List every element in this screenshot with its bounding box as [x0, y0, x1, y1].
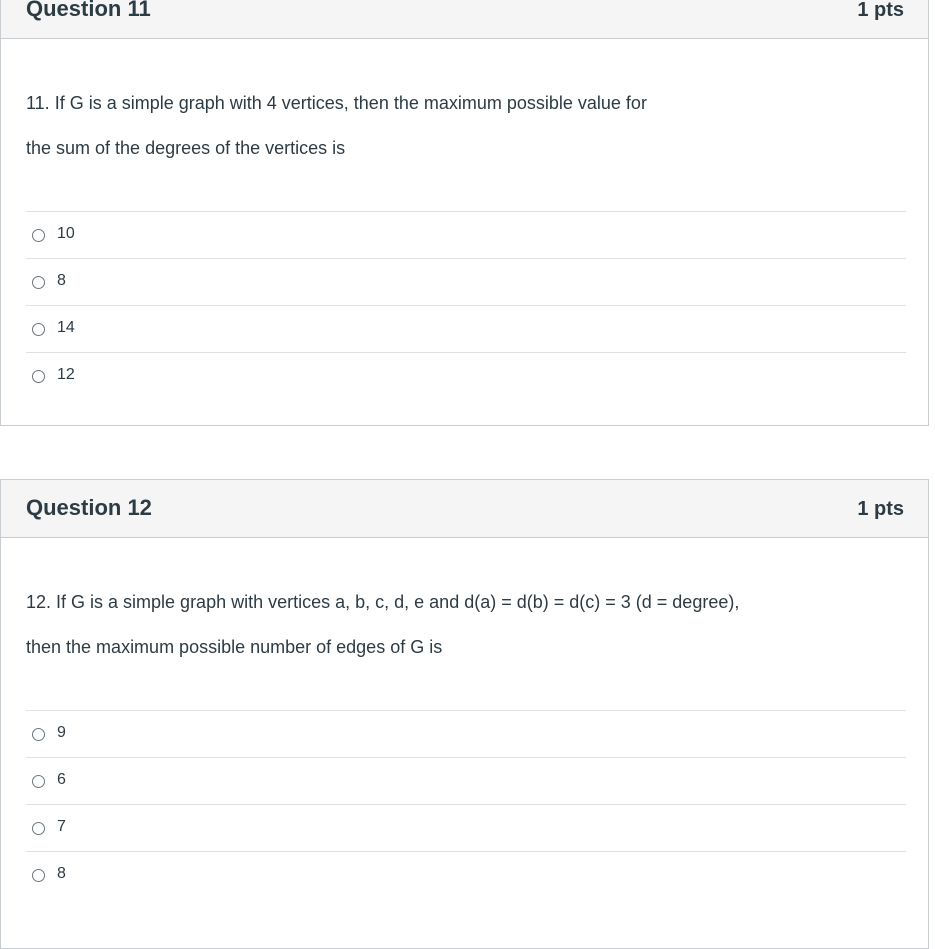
answer-option[interactable]: [26, 804, 906, 851]
radio-button[interactable]: [32, 370, 45, 383]
answer-list: [26, 710, 906, 898]
question-header: [1, 480, 928, 538]
answer-option[interactable]: [26, 710, 906, 757]
radio-button[interactable]: [32, 323, 45, 336]
answer-option[interactable]: [26, 211, 906, 258]
radio-button[interactable]: [32, 775, 45, 788]
answer-label[interactable]: 6: [57, 771, 66, 788]
answer-label[interactable]: 9: [57, 724, 66, 741]
radio-button[interactable]: [32, 822, 45, 835]
answer-list: [26, 211, 906, 399]
answer-label[interactable]: 14: [57, 319, 75, 336]
radio-button[interactable]: [32, 728, 45, 741]
question-12-card: [0, 479, 929, 949]
answer-label[interactable]: 8: [57, 865, 66, 882]
answer-option[interactable]: [26, 352, 906, 399]
question-text-line: 12. If G is a simple graph with vertices a, b, c, d, e and d(a) = d(b) = d(c) = 3 (d = degree),: [26, 592, 740, 612]
answer-label[interactable]: 8: [57, 272, 66, 289]
question-text-line: then the maximum possible number of edges of G is: [26, 637, 443, 657]
answer-option[interactable]: [26, 757, 906, 804]
question-text-line: 11. If G is a simple graph with 4 vertices, then the maximum possible value for: [26, 93, 647, 113]
radio-button[interactable]: [32, 229, 45, 242]
answer-option[interactable]: [26, 305, 906, 352]
answer-option[interactable]: [26, 258, 906, 305]
answer-label[interactable]: 10: [57, 225, 75, 242]
answer-option[interactable]: [26, 851, 906, 898]
question-11-card: [0, 0, 929, 426]
radio-button[interactable]: [32, 869, 45, 882]
question-title: Question 11: [26, 0, 151, 21]
question-points: 1 pts: [857, 498, 904, 520]
question-title: Question 12: [26, 495, 152, 520]
answer-label[interactable]: 7: [57, 818, 66, 835]
radio-button[interactable]: [32, 276, 45, 289]
answer-label[interactable]: 12: [57, 366, 75, 383]
question-points: 1 pts: [857, 0, 904, 21]
question-text-line: the sum of the degrees of the vertices is: [26, 138, 346, 158]
question-header: [1, 0, 928, 39]
